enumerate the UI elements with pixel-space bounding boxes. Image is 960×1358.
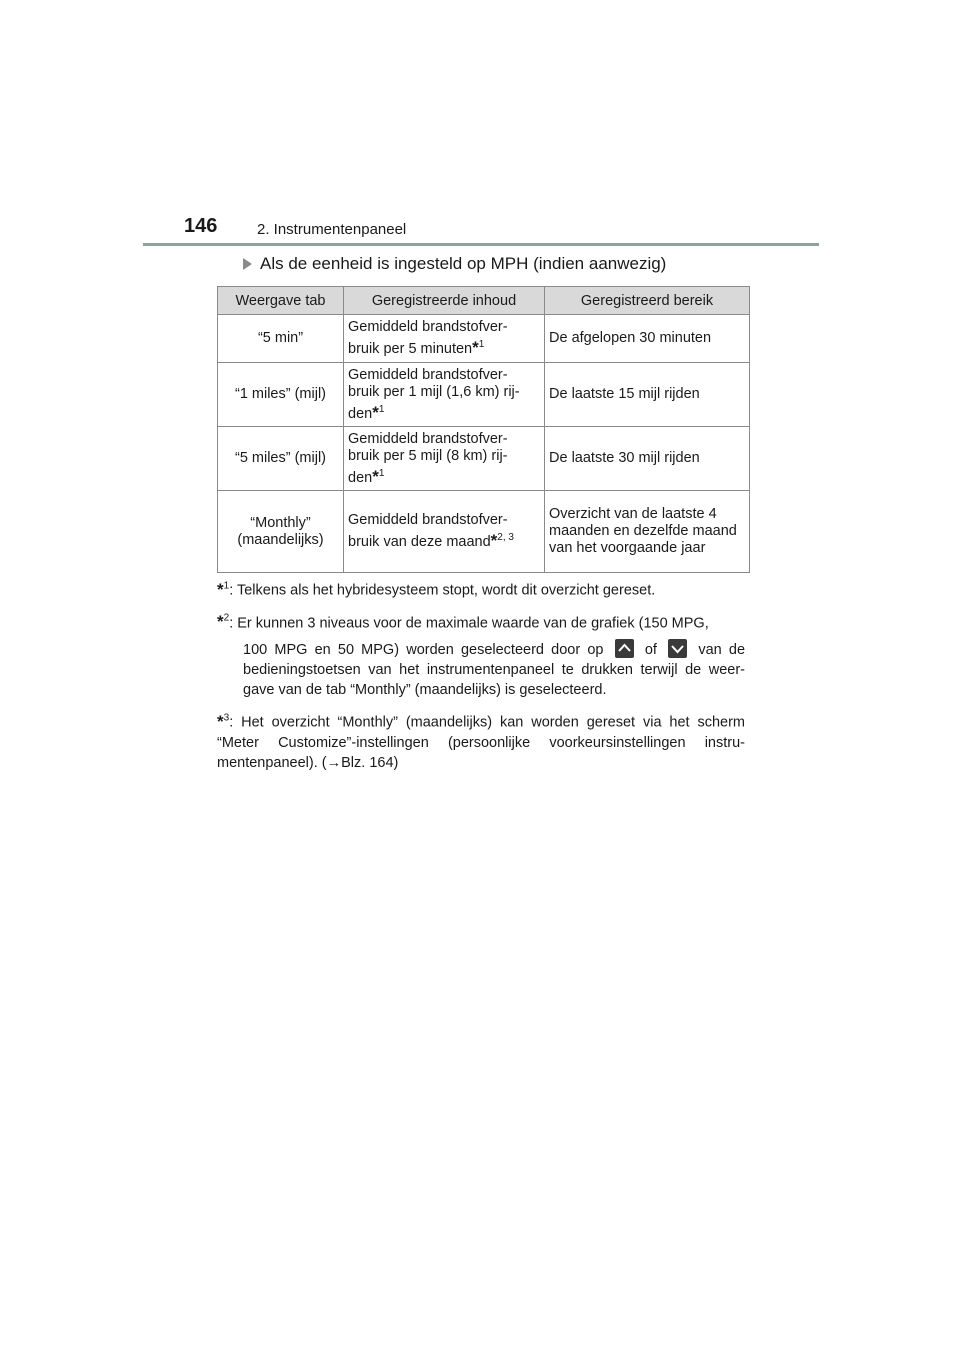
footnote-3: *$^3$: Het overzicht “Monthly” (maandelijks) kan worden gereset via het scherm “Meter Customize”-instellingen (persoonlijke voorkeursinstellingen instru- mentenpaneel). (→Blz. 164) — [217, 711, 745, 771]
chapter-title: 2. Instrumentenpaneel — [257, 221, 407, 238]
tab-cell: “5 miles” (mijl) — [218, 427, 344, 491]
column-header: Geregistreerde inhoud — [344, 287, 545, 315]
table-header-row — [218, 287, 750, 315]
content-cell: Gemiddeld brandstofver- bruik per 5 minuten*$^1$ — [344, 315, 545, 363]
triangle-bullet-icon — [243, 258, 252, 270]
content-cell: Gemiddeld brandstofver- bruik van deze maand*$^{2, 3}$ — [344, 491, 545, 573]
table-row — [218, 427, 750, 491]
range-cell: Overzicht van de laatste 4 maanden en dezelfde maand van het voorgaande jaar — [545, 491, 750, 573]
footnotes — [217, 576, 745, 781]
column-header: Weergave tab — [218, 287, 344, 315]
content-cell: Gemiddeld brandstofver- bruik per 5 mijl (8 km) rij- den*$^1$ — [344, 427, 545, 491]
content-cell: Gemiddeld brandstofver- bruik per 1 mijl (1,6 km) rij- den*$^1$ — [344, 363, 545, 427]
column-header: Geregistreerd bereik — [545, 287, 750, 315]
footnote-2: *$^2$: Er kunnen 3 niveaus voor de maximale waarde van de grafiek (150 MPG, 100 MPG en 50 MPG) worden geselecteerd door op of van de bedieningstoetsen van het instrumentenpaneel te drukken terwijl de weer- gave van de tab “Monthly” (maandelijks) is geselecteerd. — [217, 612, 746, 699]
tab-cell: “5 min” — [218, 315, 344, 363]
subheading-text: Als de eenheid is ingesteld op MPH (indien aanwezig) — [260, 254, 667, 273]
section-subheading — [243, 254, 666, 274]
page-number: 146 — [184, 215, 218, 237]
tab-cell: “Monthly” (maandelijks) — [218, 491, 344, 573]
chevron-up-button-icon — [615, 639, 634, 658]
footnote-1: *$^1$: Telkens als het hybridesysteem stopt, wordt dit overzicht gereset. — [217, 579, 656, 599]
table-row — [218, 491, 750, 573]
table-row — [218, 363, 750, 427]
table-row — [218, 315, 750, 363]
range-cell: De laatste 30 mijl rijden — [545, 427, 750, 491]
tab-cell: “1 miles” (mijl) — [218, 363, 344, 427]
range-cell: De laatste 15 mijl rijden — [545, 363, 750, 427]
chevron-down-button-icon — [668, 639, 687, 658]
range-cell: De afgelopen 30 minuten — [545, 315, 750, 363]
header-rule — [143, 243, 819, 246]
data-table — [217, 286, 750, 573]
